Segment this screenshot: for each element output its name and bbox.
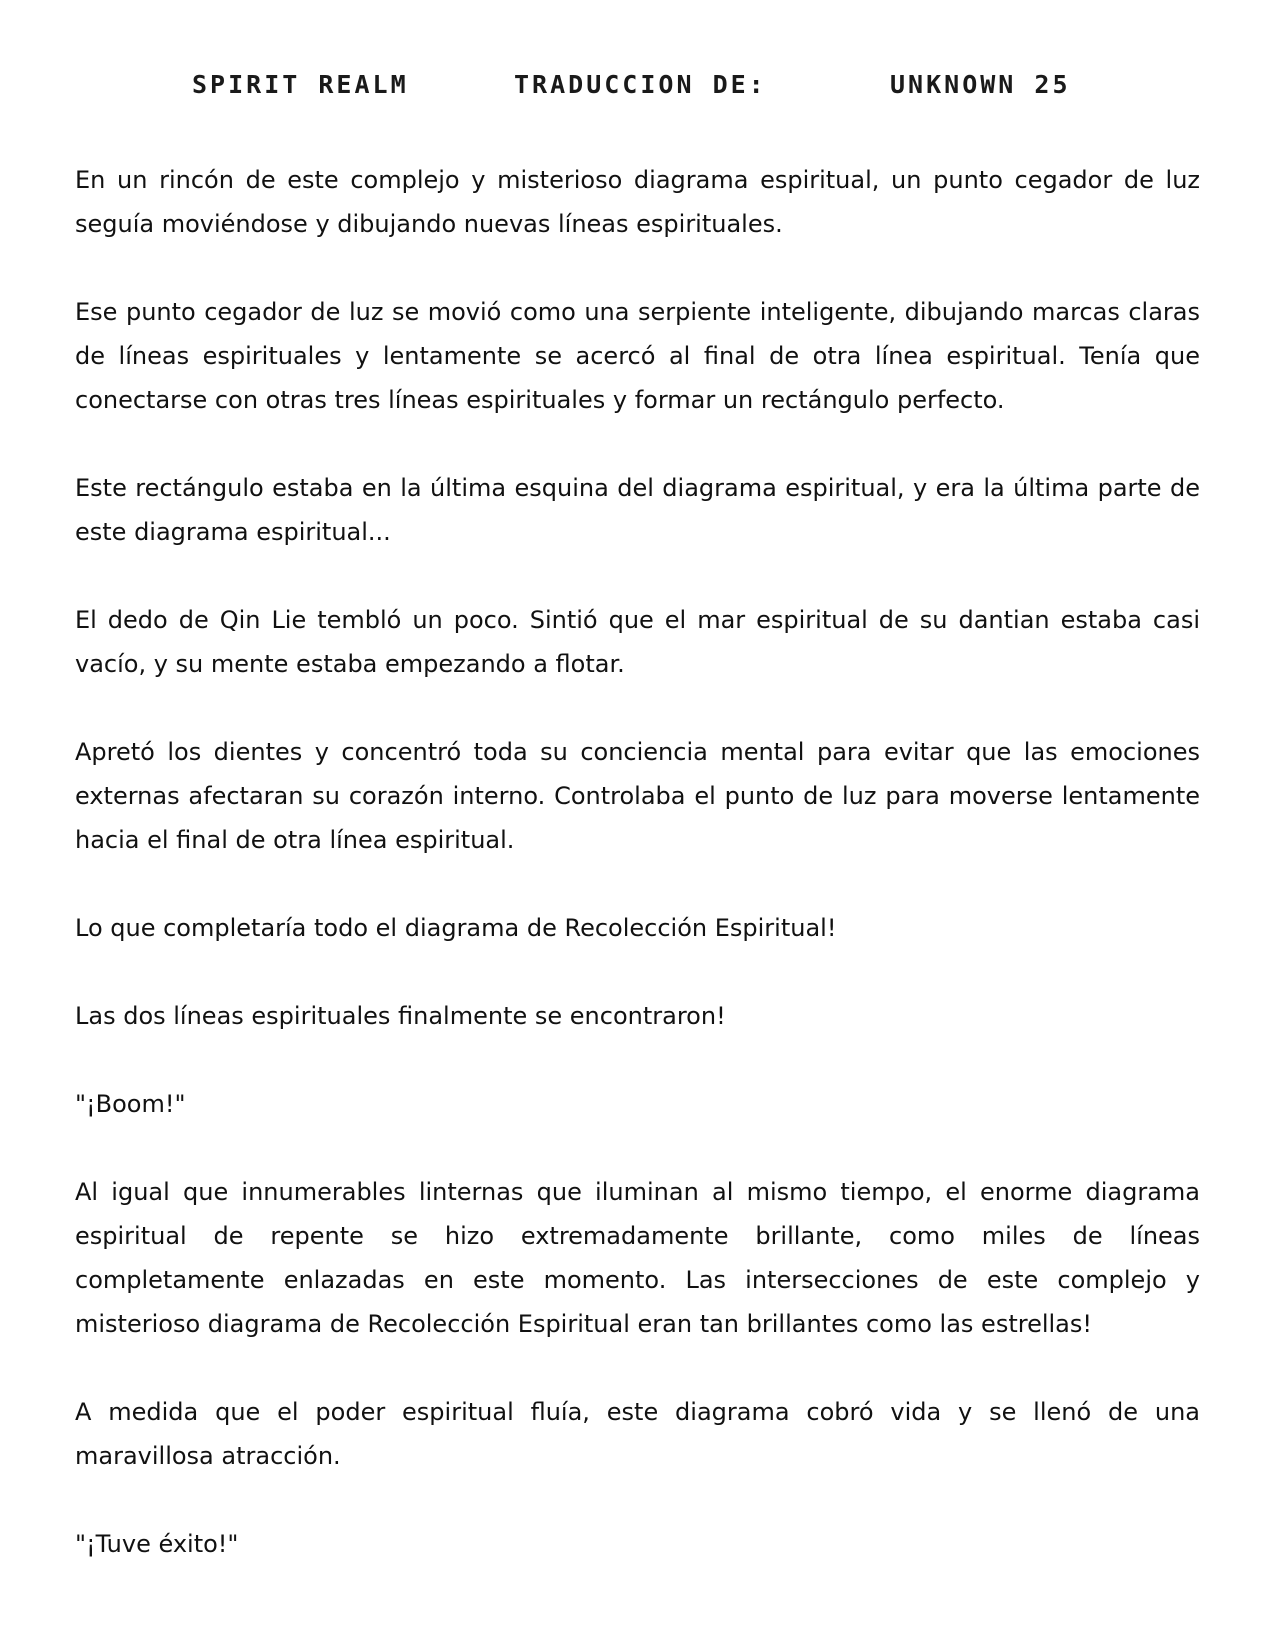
- header-title: SPIRIT REALM: [192, 70, 409, 99]
- paragraph: Lo que completaría todo el diagrama de Recolección Espiritual!: [75, 914, 837, 942]
- paragraph: "¡Tuve éxito!": [75, 1530, 239, 1558]
- paragraph: Al igual que innumerables linternas que iluminan al mismo tiempo, el enorme diagrama espiritual de repente se hizo extremadamente brillante, como miles de líneas completamente enlazadas en este momento. Las intersecciones de este complejo y misterioso diagrama de Recolección Espiritual eran tan brillantes como las estrellas!: [75, 1178, 1200, 1338]
- paragraph: A medida que el poder espiritual fluía, este diagrama cobró vida y se llenó de una maravillosa atracción.: [75, 1398, 1200, 1470]
- page-header: [0, 70, 1275, 110]
- header-translation-label: TRADUCCION DE:: [514, 70, 767, 99]
- paragraph: Apretó los dientes y concentró toda su conciencia mental para evitar que las emociones externas afectaran su corazón interno. Controlaba el punto de luz para moverse lentamente hacia el final de otra línea espiritual.: [75, 738, 1200, 854]
- paragraph: En un rincón de este complejo y misterioso diagrama espiritual, un punto cegador de luz seguía moviéndose y dibujando nuevas líneas espirituales.: [75, 166, 1200, 238]
- paragraph: Este rectángulo estaba en la última esquina del diagrama espiritual, y era la última parte de este diagrama espiritual...: [75, 474, 1200, 546]
- paragraph: "¡Boom!": [75, 1090, 186, 1118]
- paragraph: Las dos líneas espirituales finalmente se encontraron!: [75, 1002, 726, 1030]
- body-text: [75, 158, 1200, 1566]
- paragraph: Ese punto cegador de luz se movió como una serpiente inteligente, dibujando marcas claras de líneas espirituales y lentamente se acercó al final de otra línea espiritual. Tenía que conectarse con otras tres líneas espirituales y formar un rectángulo perfecto.: [75, 298, 1200, 414]
- header-translator: UNKNOWN 25: [890, 70, 1071, 99]
- paragraph: El dedo de Qin Lie tembló un poco. Sintió que el mar espiritual de su dantian estaba casi vacío, y su mente estaba empezando a flotar.: [75, 606, 1200, 678]
